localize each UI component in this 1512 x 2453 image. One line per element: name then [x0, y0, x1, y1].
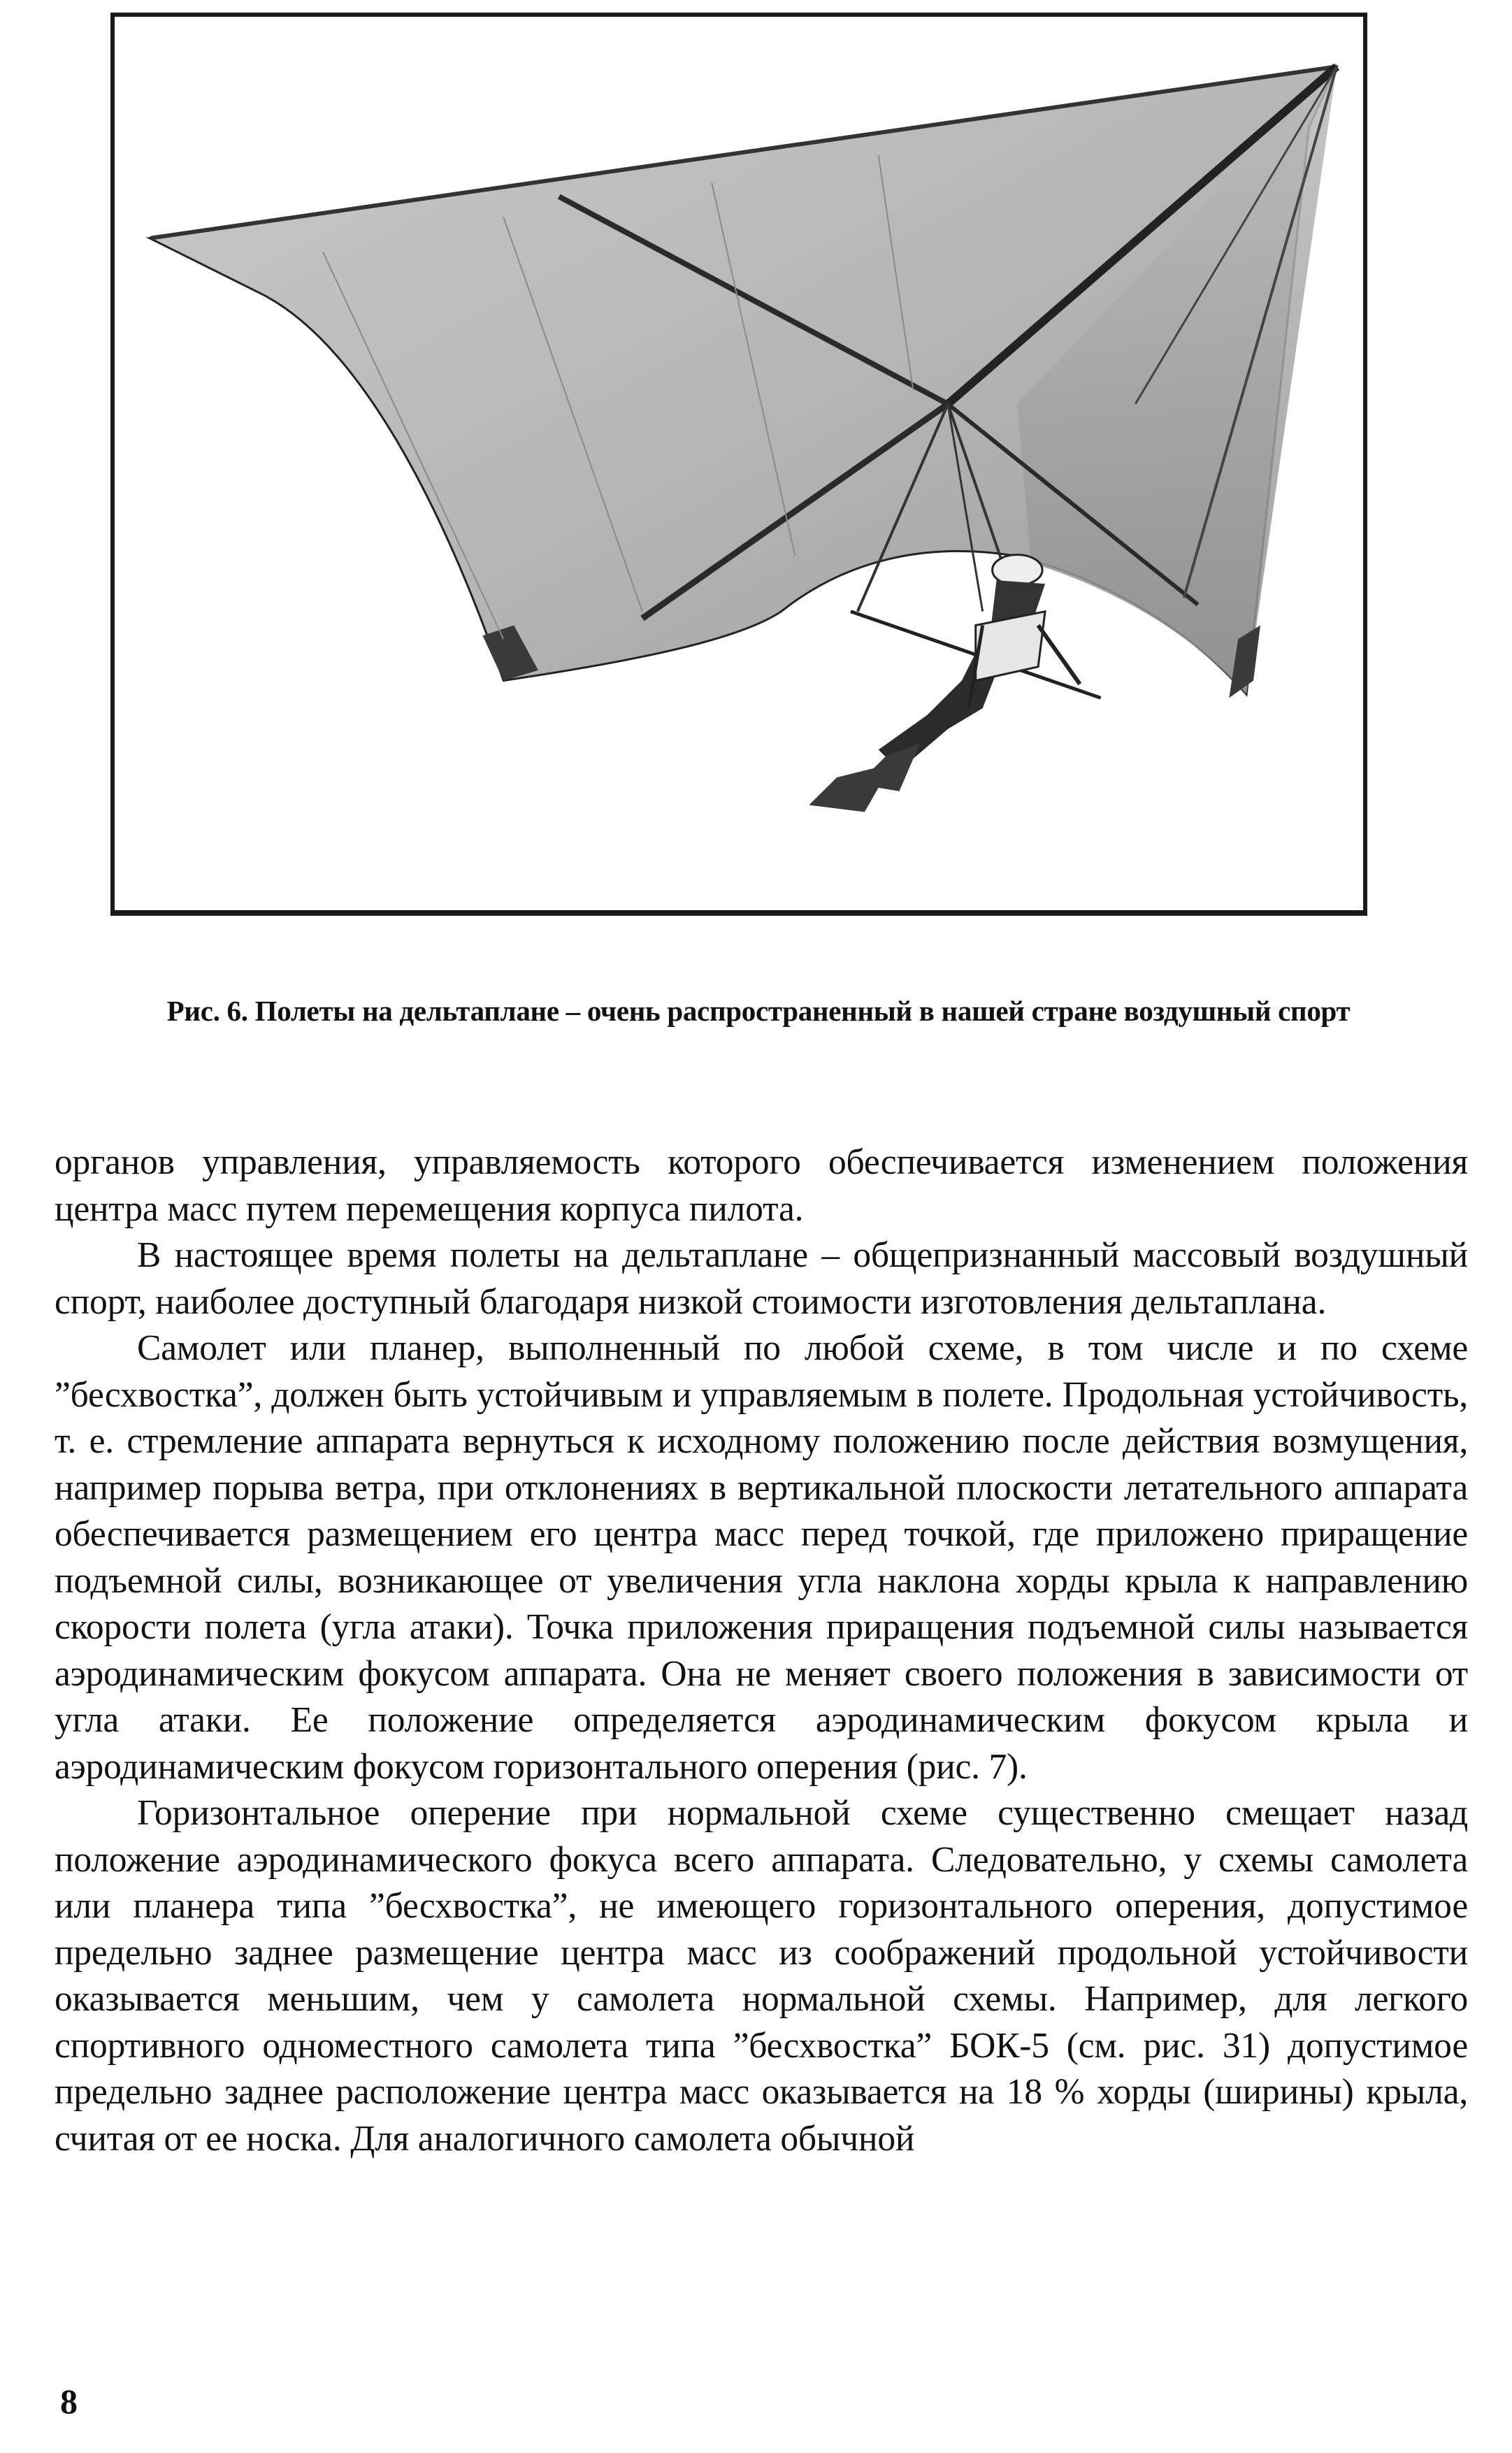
hang-glider-illustration [115, 17, 1363, 910]
pilot-figure [809, 555, 1079, 812]
paragraph: органов управления, управляемость которого обеспечивается изменением положения центра масс путем перемещения корпуса пилота. [55, 1142, 1468, 1229]
figure-photo [110, 13, 1367, 916]
paragraph: Самолет или планер, выполненный по любой схеме, в том числе и по схеме ”бесхвостка”, должен быть устойчивым и управляемым в полете. Продольная устойчивость, т. е. стремление аппарата вернуться к исходному положению после действия возмущения, например порыва ветра, при отклонениях в вертикальной плоскости летательного аппарата обеспечивается размещением его центра масс перед точкой, где приложено приращение подъемной силы, возникающее от увеличения угла наклона хорды крыла к направлению скорости полета (угла атаки). Точка приложения приращения подъемной силы называется аэродинамическим фокусом аппарата. Она не меняет своего положения в зависимости от угла атаки. Ее положение определяется аэродинамическим фокусом крыла и аэродинамическим фокусом горизонтального оперения (рис. 7). [55, 1328, 1468, 1787]
paragraph: Горизонтальное оперение при нормальной схеме существенно смещает назад положение аэродинамического фокуса всего аппарата. Следовательно, у схемы самолета или планера типа ”бесхвостка”, не имеющего горизонтального оперения, допустимое предельно заднее размещение центра масс из соображений продольной устойчивости оказывается меньшим, чем у самолета нормальной схемы. Например, для легкого спортивного одноместного самолета типа ”бесхвостка” БОК-5 (см. рис. 31) допустимое предельно заднее расположение центра масс оказывается на 18 % хорды (ширины) крыла, считая от ее носка. Для аналогичного самолета обычной [55, 1793, 1468, 2159]
figure-caption: Рис. 6. Полеты на дельтаплане – очень распространенный в нашей стране воздушный спорт [166, 995, 1351, 1027]
page-number: 8 [60, 2382, 78, 2421]
body-text [55, 1139, 1468, 2162]
paragraph: В настоящее время полеты на дельтаплане – общепризнанный массовый воздушный спорт, наиболее доступный благодаря низкой стоимости изготовления дельтаплана. [55, 1235, 1468, 1322]
